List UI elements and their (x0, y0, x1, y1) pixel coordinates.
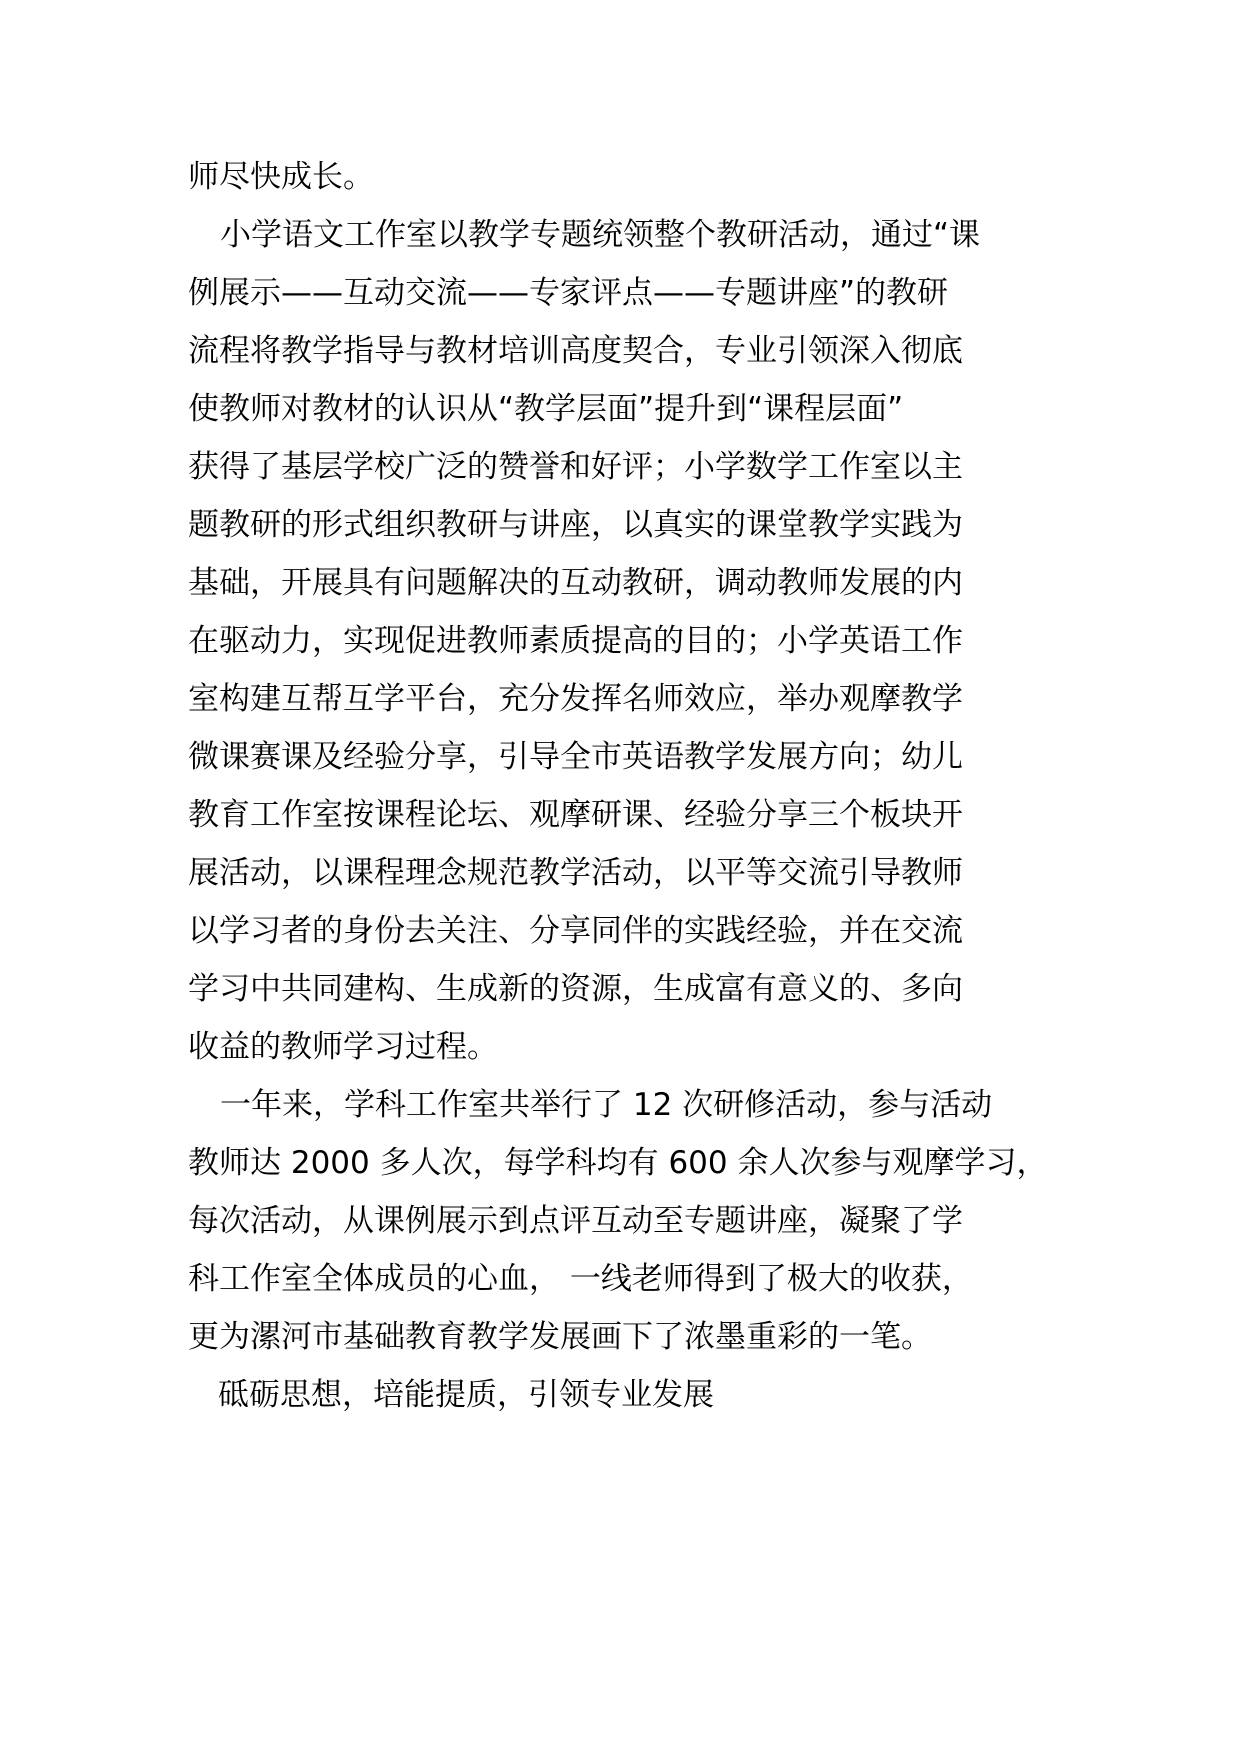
text-line: 在驱动力，实现促进教师素质提高的目的；小学英语工作 (188, 623, 963, 659)
text-line: 题教研的形式组织教研与讲座，以真实的课堂教学实践为 (188, 507, 963, 543)
section-heading: 砥砺思想，培能提质，引领专业发展 (218, 1377, 714, 1413)
text-line: 获得了基层学校广泛的赞誉和好评；小学数学工作室以主 (188, 449, 963, 485)
text-line: 师尽快成长。 (188, 159, 374, 195)
text-line: 教师达 2000 多人次，每学科均有 600 余人次参与观摩学习， (188, 1145, 1048, 1181)
text-line: 微课赛课及经验分享，引导全市英语教学发展方向；幼儿 (188, 739, 963, 775)
text-line: 流程将教学指导与教材培训高度契合，专业引领深入彻底 (188, 333, 963, 369)
text-line: 教育工作室按课程论坛、观摩研课、经验分享三个板块开 (188, 797, 963, 833)
text-line: 学习中共同建构、生成新的资源，生成富有意义的、多向 (188, 971, 963, 1007)
text-line: 使教师对教材的认识从“教学层面”提升到“课程层面” (188, 391, 904, 427)
text-line: 每次活动，从课例展示到点评互动至专题讲座，凝聚了学 (188, 1203, 963, 1239)
text-line: 基础，开展具有问题解决的互动教研，调动教师发展的内 (188, 565, 963, 601)
paragraph-first-line: 一年来，学科工作室共举行了 12 次研修活动，参与活动 (220, 1087, 993, 1123)
paragraph-first-line: 小学语文工作室以教学专题统领整个教研活动，通过“课 (220, 217, 981, 253)
text-line: 例展示——互动交流——专家评点——专题讲座”的教研 (188, 275, 949, 311)
text-line: 科工作室全体成员的心血， 一线老师得到了极大的收获， (188, 1261, 973, 1297)
text-line: 室构建互帮互学平台，充分发挥名师效应，举办观摩教学 (188, 681, 963, 717)
text-line: 收益的教师学习过程。 (188, 1029, 498, 1065)
text-line: 展活动，以课程理念规范教学活动，以平等交流引导教师 (188, 855, 963, 891)
text-line: 以学习者的身份去关注、分享同伴的实践经验，并在交流 (188, 913, 963, 949)
text-line: 更为漯河市基础教育教学发展画下了浓墨重彩的一笔。 (188, 1319, 932, 1355)
